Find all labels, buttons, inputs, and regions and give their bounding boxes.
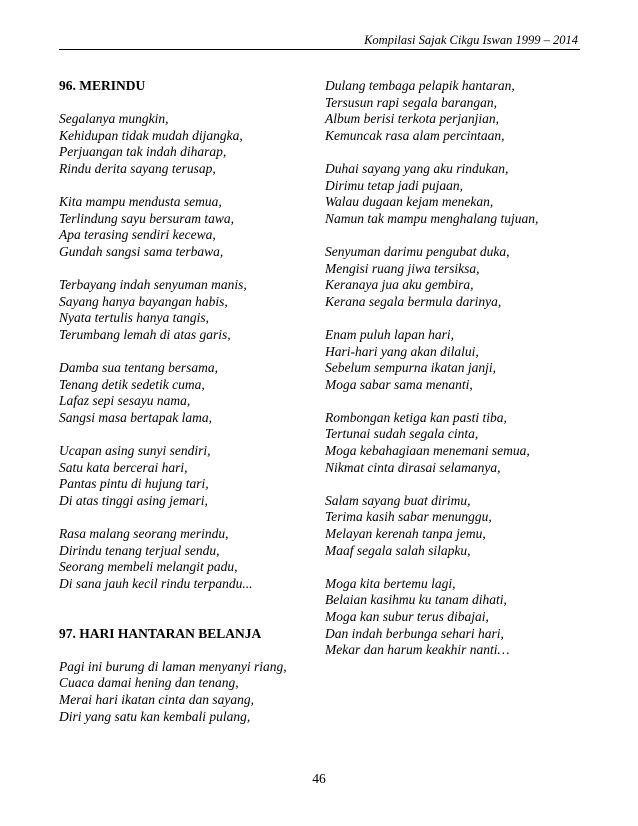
poem-line: Rombongan ketiga kan pasti tiba, — [325, 409, 507, 425]
poem-line: Enam puluh lapan hari, — [325, 326, 455, 342]
stanza — [59, 443, 314, 509]
poem-line: Di sana jauh kecil rindu terpandu... — [59, 575, 253, 591]
stanza — [325, 493, 595, 559]
poem-line: Di atas tinggi asing jemari, — [59, 492, 208, 508]
poem-line: Terlindung sayu bersuram tawa, — [59, 210, 235, 226]
poem-line: Ucapan asing sunyi sendiri, — [59, 443, 211, 459]
poem-line: Moga sabar sama menanti, — [325, 376, 473, 392]
left-column — [59, 78, 314, 742]
stanza — [59, 111, 314, 177]
poem-line: Tenang detik sedetik cuma, — [59, 376, 205, 392]
poem-line: Nikmat cinta dirasai selamanya, — [325, 459, 501, 475]
stanza — [325, 78, 595, 144]
stanza — [59, 194, 314, 260]
stanza — [59, 526, 314, 592]
poem-line: Mengisi ruang jiwa tersiksa, — [325, 260, 480, 276]
poem-line: Tersusun rapi segala barangan, — [325, 94, 498, 110]
poem-title-merindu: 96. MERINDU — [59, 78, 146, 93]
poem-line: Lafaz sepi sesayu nama, — [59, 393, 191, 409]
poem-line: Duhai sayang yang aku rindukan, — [325, 160, 509, 176]
poem-line: Sayang hanya bayangan habis, — [59, 293, 228, 309]
poem-line: Salam sayang buat dirimu, — [325, 492, 471, 508]
stanza — [59, 360, 314, 426]
poem-merindu-body — [59, 111, 314, 592]
poem-line: Seorang membeli melangit padu, — [59, 559, 238, 575]
poem-line: Belaian kasihmu ku tanam dihati, — [325, 592, 507, 608]
poem-line: Terbayang indah senyuman manis, — [59, 277, 247, 293]
poem-line: Moga kita bertemu lagi, — [325, 575, 456, 591]
poem-line: Diri yang satu kan kembali pulang, — [59, 708, 251, 724]
poem-line: Sangsi masa bertapak lama, — [59, 409, 212, 425]
poem-line: Tertunai sudah segala cinta, — [325, 426, 479, 442]
running-header: Kompilasi Sajak Cikgu Iswan 1999 – 2014 — [364, 33, 578, 47]
poem-line: Moga kebahagiaan menemani semua, — [325, 443, 530, 459]
stanza — [325, 244, 595, 310]
stanza — [325, 327, 595, 393]
poem-line: Rindu derita sayang terusap, — [59, 160, 216, 176]
poem-line: Hari-hari yang akan dilalui, — [325, 343, 479, 359]
poem-hari-hantaran-body-right — [325, 78, 595, 659]
poem-line: Apa terasing sendiri kecewa, — [59, 227, 216, 243]
poem-line: Kerana segala bermula darinya, — [325, 293, 502, 309]
poem-line: Terumbang lemah di atas garis, — [59, 326, 231, 342]
poem-line: Dirindu tenang terjual sendu, — [59, 542, 220, 558]
stanza — [325, 576, 595, 659]
poem-line: Perjuangan tak indah diharap, — [59, 144, 227, 160]
poem-line: Dulang tembaga pelapik hantaran, — [325, 78, 515, 93]
poem-line: Cuaca damai hening dan tenang, — [59, 675, 239, 691]
poem-line: Namun tak mampu menghalang tujuan, — [325, 210, 539, 226]
poem-line: Dan indah berbunga sehari hari, — [325, 625, 504, 641]
poem-line: Merai hari ikatan cinta dan sayang, — [59, 691, 254, 707]
poem-line: Keranaya jua aku gembira, — [325, 277, 474, 293]
poem-line: Kehidupan tidak mudah dijangka, — [59, 127, 243, 143]
poem-title-hari-hantaran-belanja: 97. HARI HANTARAN BELANJA — [59, 625, 262, 641]
poem-line: Sebelum sempurna ikatan janji, — [325, 360, 496, 376]
stanza — [59, 277, 314, 343]
page-number: 46 — [312, 771, 326, 786]
poem-line: Kemuncak rasa alam percintaan, — [325, 127, 505, 143]
poem-line: Mekar dan harum keakhir nanti… — [325, 642, 510, 658]
poem-hari-hantaran-body-left — [59, 659, 314, 725]
stanza — [59, 659, 314, 725]
poem-line: Rasa malang seorang merindu, — [59, 526, 229, 542]
poem-line: Senyuman darimu pengubat duka, — [325, 243, 510, 259]
poem-line: Segalanya mungkin, — [59, 111, 169, 127]
header-rule — [59, 49, 580, 50]
poem-line: Maaf segala salah silapku, — [325, 542, 471, 558]
poem-line: Nyata tertulis hanya tangis, — [59, 310, 209, 326]
poem-line: Melayan kerenah tanpa jemu, — [325, 526, 486, 542]
poem-line: Gundah sangsi sama terbawa, — [59, 243, 224, 259]
right-column — [325, 78, 595, 675]
poem-line: Pantas pintu di hujung tari, — [59, 476, 209, 492]
poem-line: Moga kan subur terus dibajai, — [325, 609, 489, 624]
poem-line: Terima kasih sabar menunggu, — [325, 509, 492, 525]
poem-line: Kita mampu mendusta semua, — [59, 194, 222, 210]
poem-line: Dirimu tetap jadi pujaan, — [325, 177, 463, 193]
stanza — [325, 161, 595, 227]
poem-line: Album berisi terkota perjanjian, — [325, 111, 499, 127]
poem-line: Damba sua tentang bersama, — [59, 360, 218, 376]
stanza — [325, 410, 595, 476]
poem-line: Pagi ini burung di laman menyanyi riang, — [59, 658, 287, 674]
poem-line: Satu kata bercerai hari, — [59, 459, 188, 475]
poem-line: Walau dugaan kejam menekan, — [325, 194, 494, 210]
